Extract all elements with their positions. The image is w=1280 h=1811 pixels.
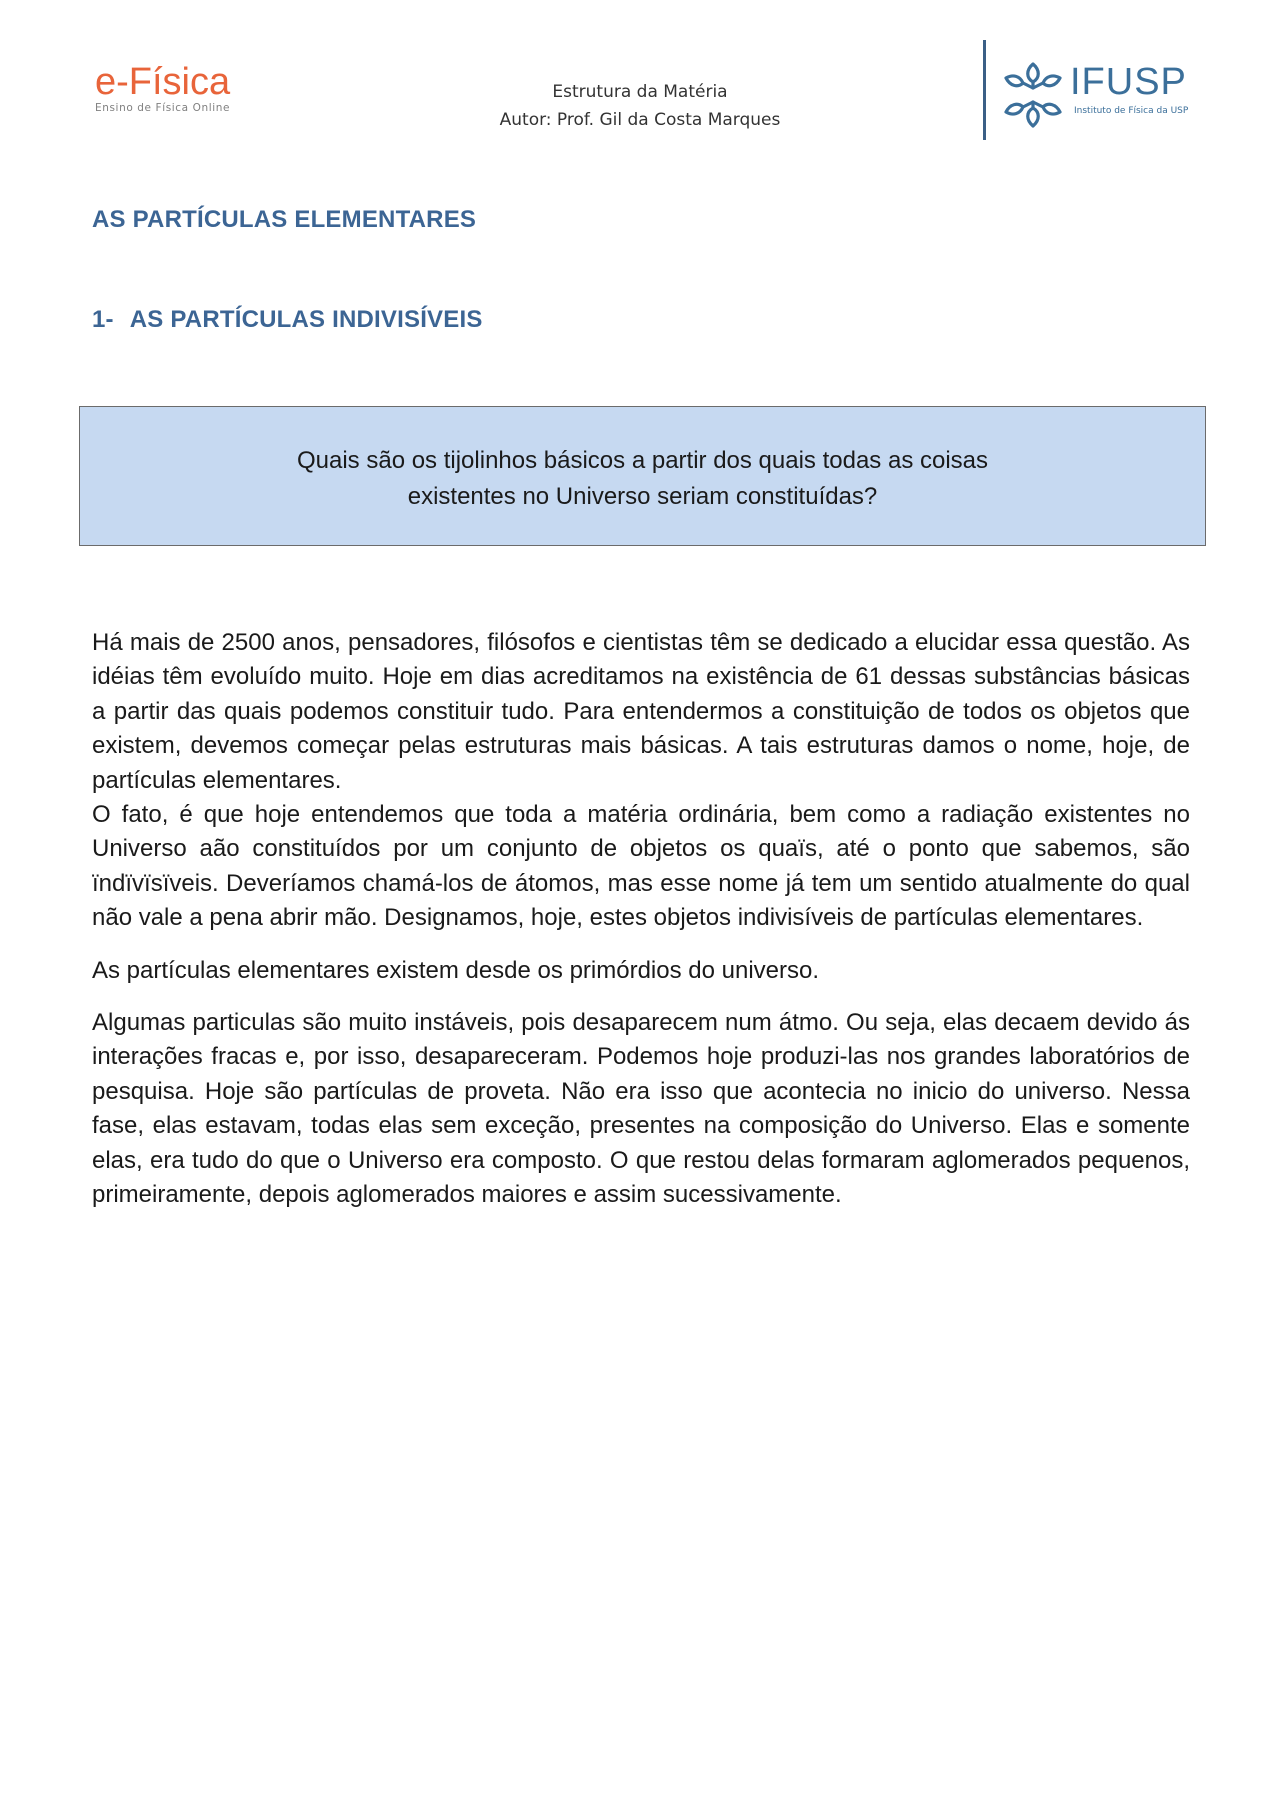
section-heading bbox=[92, 306, 483, 334]
ifusp-logo-name: IFUSP bbox=[1070, 61, 1187, 103]
paragraph-1: Há mais de 2500 anos, pensadores, filósofos e cientistas têm se dedicado a elucidar essa questão. As idéias têm evoluído muito. Hoje em dias acreditamos na existência de 61 dessas substâncias básicas a partir das quais podemos constituir tudo. Para entendermos a constituição de todos os objetos que existem, devemos começar pelas estruturas mais básicas. A tais estruturas damos o nome, hoje, de partículas elementares. bbox=[92, 629, 1190, 794]
body-text bbox=[92, 626, 1190, 1213]
page-header bbox=[440, 78, 840, 134]
efisica-logo bbox=[95, 62, 275, 114]
paragraph-2: O fato, é que hoje entendemos que toda a matéria ordinária, bem como a radiação existentes no Universo aão constituídos por um conjunto de objetos os quaïs, até o ponto que sabemos, são ïndïvïsïveis. Deveríamos chamá-los de átomos, mas esse nome já tem um sentido atualmente do qual não vale a pena abrir mão. Designamos, hoje, estes objetos indivisíveis de partículas elementares. bbox=[92, 801, 1190, 932]
paragraph-4: Algumas particulas são muito instáveis, pois desaparecem num átmo. Ou seja, elas decaem devido ás interações fracas e, por isso, desapareceram. Podemos hoje produzi-las nos grandes laboratórios de pesquisa. Hoje são partículas de proveta. Não era isso que acontecia no inicio do universo. Nessa fase, elas estavam, todas elas sem exceção, presentes na composição do Universo. Elas e somente elas, era tudo do que o Universo era composto. O que restou delas formaram aglomerados pequenos, primeiramente, depois aglomerados maiores e assim sucessivamente. bbox=[92, 1009, 1190, 1209]
question-line-2: existentes no Universo seriam constituídas? bbox=[407, 483, 878, 510]
section-title: AS PARTÍCULAS INDIVISÍVEIS bbox=[129, 306, 483, 333]
question-line-1: Quais são os tijolinhos básicos a partir dos quais todas as coisas bbox=[296, 447, 989, 474]
ifusp-logo-subtitle: Instituto de Física da USP bbox=[1074, 106, 1189, 116]
question-box bbox=[79, 406, 1206, 546]
page-title: AS PARTÍCULAS ELEMENTARES bbox=[92, 206, 477, 233]
ifusp-emblem-icon bbox=[998, 60, 1068, 130]
paragraph-3: As partículas elementares existem desde os primórdios do universo. bbox=[92, 956, 820, 984]
course-title: Estrutura da Matéria bbox=[552, 82, 728, 102]
section-number: 1- bbox=[92, 306, 114, 333]
author-line: Autor: Prof. Gil da Costa Marques bbox=[499, 110, 781, 130]
header-divider bbox=[983, 40, 986, 140]
ifusp-logo bbox=[998, 60, 1208, 132]
question-text bbox=[80, 443, 1205, 515]
efisica-logo-tagline: Ensino de Física Online bbox=[95, 102, 231, 114]
efisica-logo-brand: e-Física bbox=[95, 61, 231, 103]
